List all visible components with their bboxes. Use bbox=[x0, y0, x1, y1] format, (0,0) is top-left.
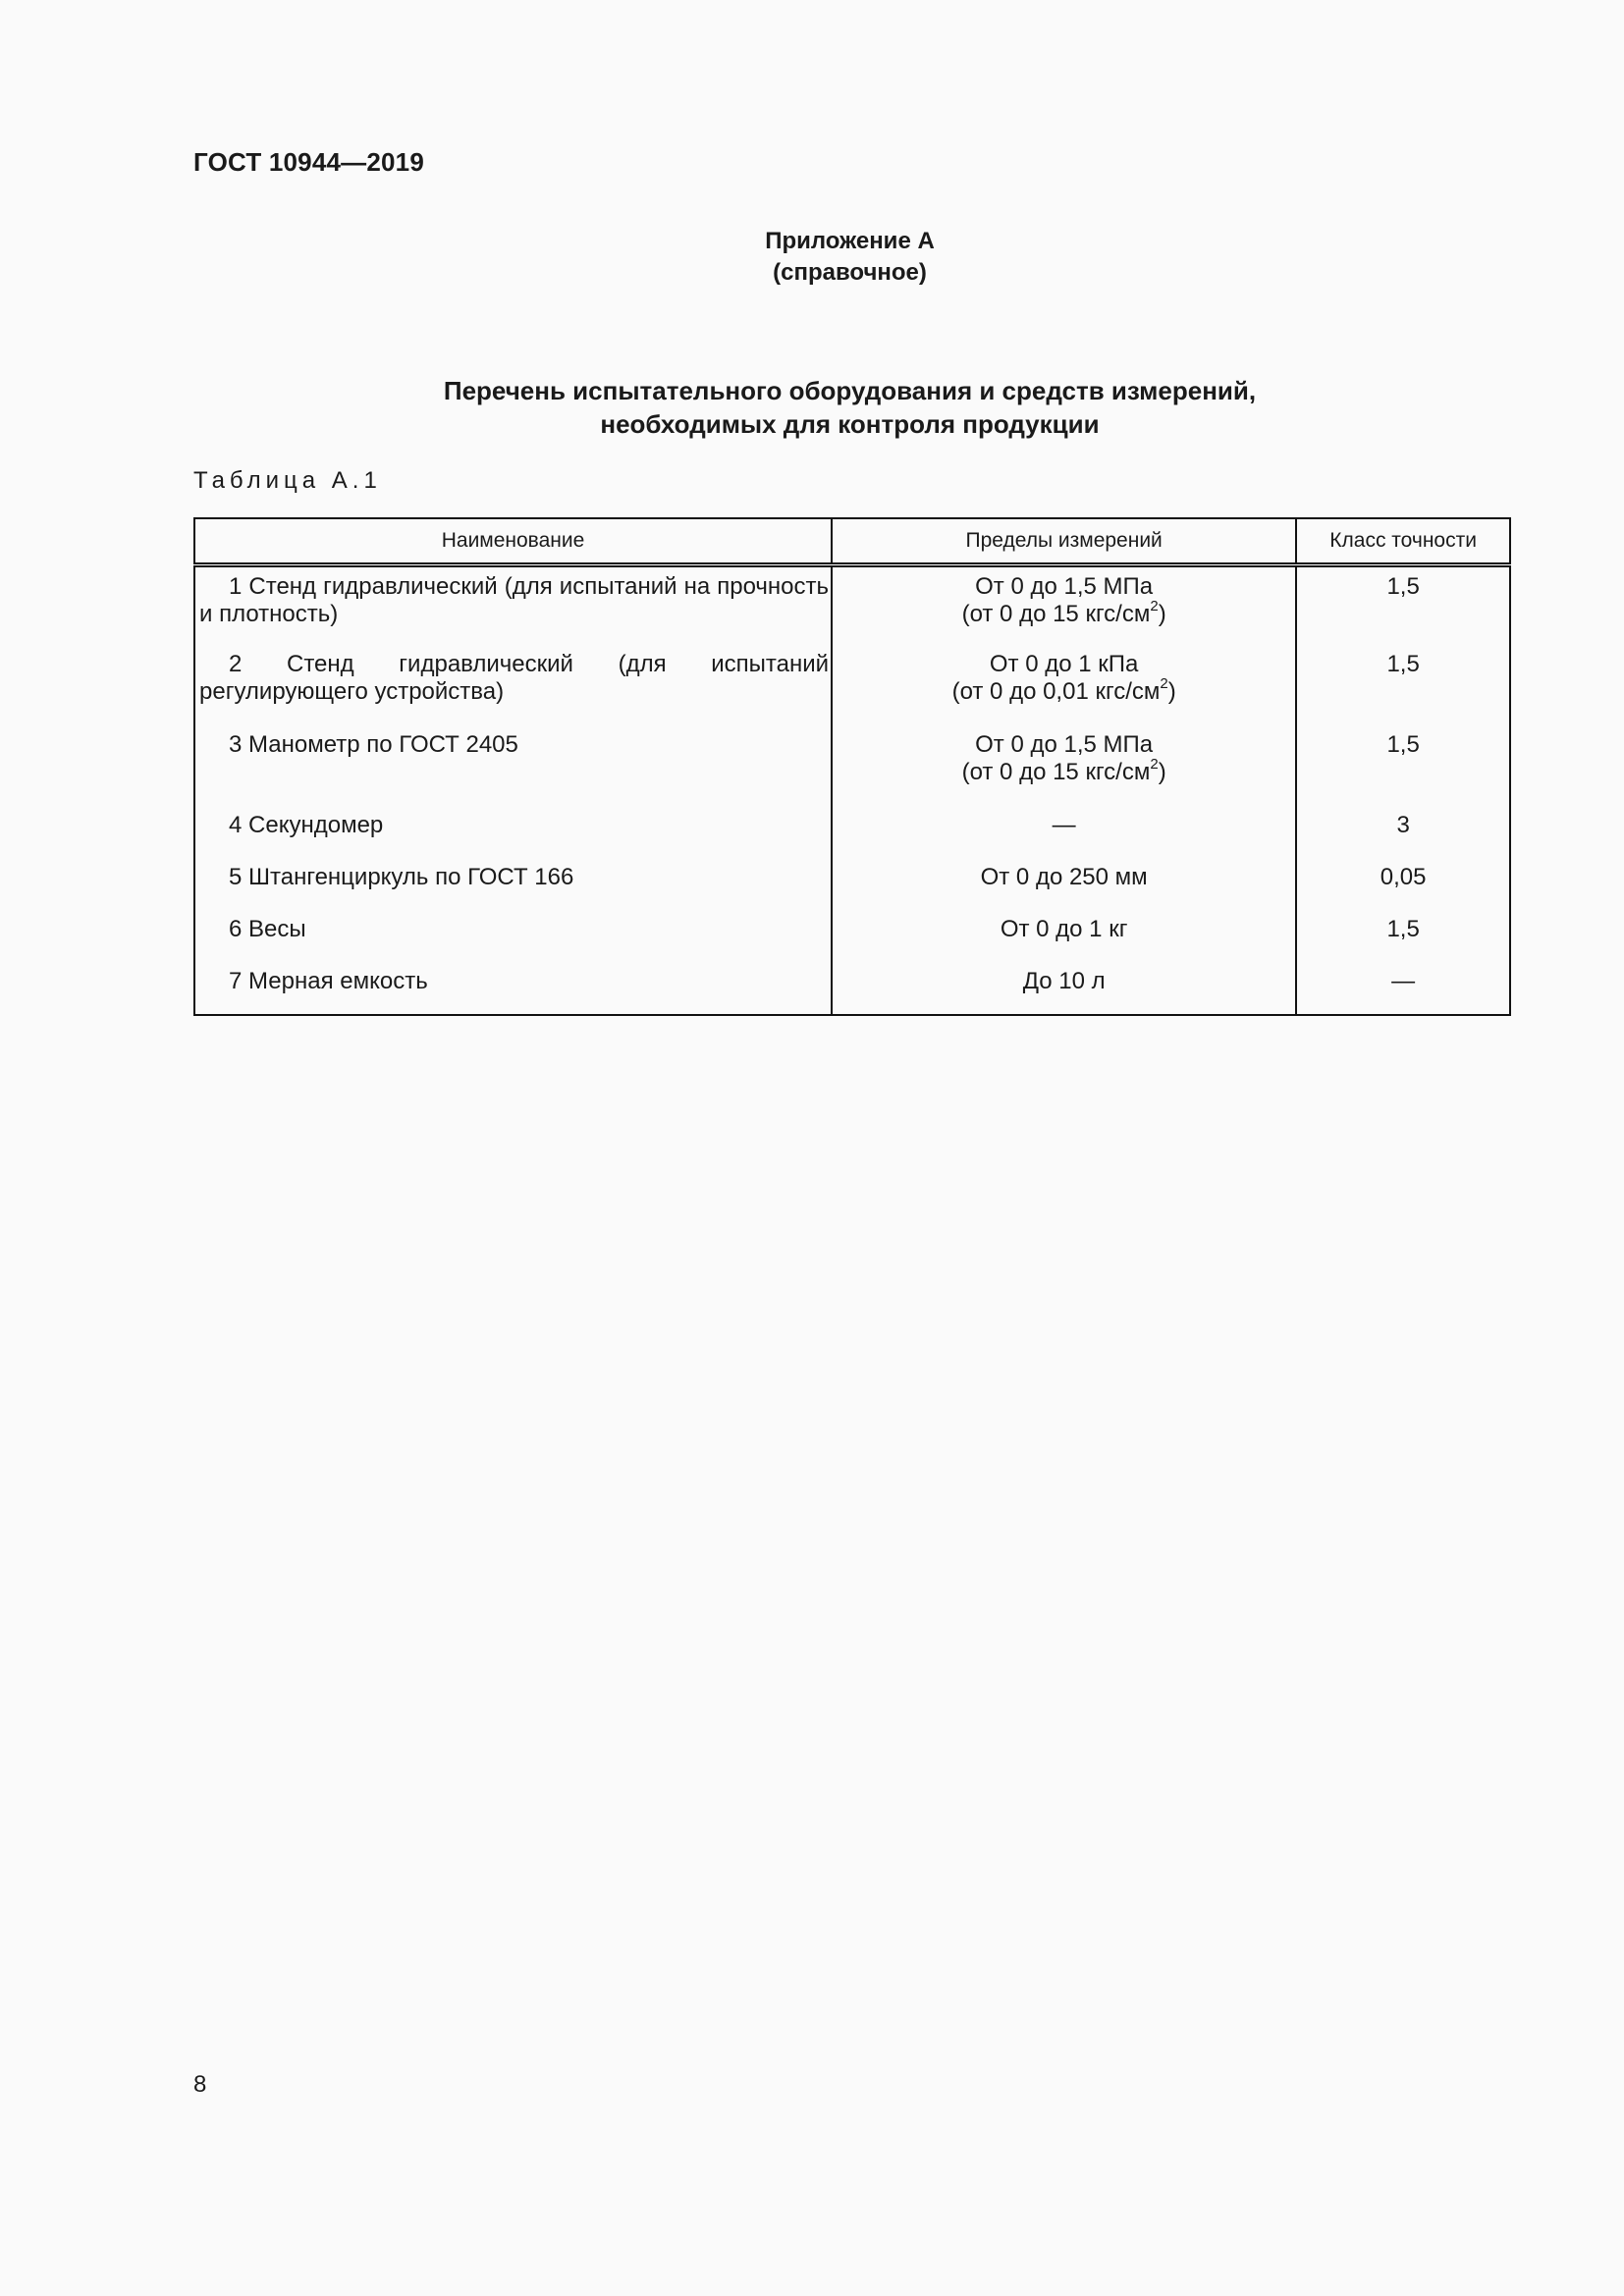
cell-accuracy: — bbox=[1391, 968, 1416, 994]
cell-range: От 0 до 250 мм bbox=[832, 861, 1296, 913]
cell-name: 4 Секундомер bbox=[194, 809, 832, 861]
cell-accuracy: 1,5 bbox=[1386, 731, 1420, 758]
cell-name: 6 Весы bbox=[194, 913, 832, 965]
table-caption: Таблица А.1 bbox=[193, 467, 382, 494]
cell-name: 2 Стенд гидравлический (для испытаний регулирующего устройства) bbox=[194, 648, 832, 728]
cell-range: От 0 до 1 кПа (от 0 до 0,01 кгс/$см^2$) bbox=[832, 648, 1296, 728]
cell-accuracy: 1,5 bbox=[1386, 651, 1420, 677]
cell-range: От 0 до 1,5 МПа (от 0 до 15 кгс/$см^2$) bbox=[832, 728, 1296, 809]
header-accuracy: Класс точности bbox=[1296, 518, 1510, 565]
cell-name: 3 Манометр по ГОСТ 2405 bbox=[194, 728, 832, 809]
cell-accuracy: 1,5 bbox=[1386, 916, 1420, 942]
header-range: Пределы измерений bbox=[832, 518, 1296, 565]
table-row bbox=[194, 809, 1510, 861]
cell-range: До 10 л bbox=[832, 965, 1296, 1015]
header-name: Наименование bbox=[194, 518, 832, 565]
cell-accuracy: 1,5 bbox=[1386, 573, 1420, 600]
appendix-title: Приложение А bbox=[765, 228, 935, 254]
page-number: 8 bbox=[193, 2071, 207, 2098]
section-title-line2: необходимых для контроля продукции bbox=[600, 409, 1100, 439]
table-row bbox=[194, 913, 1510, 965]
table-row bbox=[194, 565, 1510, 649]
table-row bbox=[194, 648, 1510, 728]
cell-name: 1 Стенд гидравлический (для испытаний на прочность и плотность) bbox=[194, 565, 832, 649]
appendix-heading bbox=[0, 226, 1624, 289]
table-row bbox=[194, 861, 1510, 913]
cell-accuracy: 0,05 bbox=[1380, 864, 1427, 890]
cell-name: 5 Штангенциркуль по ГОСТ 166 bbox=[194, 861, 832, 913]
cell-accuracy: 3 bbox=[1396, 812, 1410, 838]
section-title-line1: Перечень испытательного оборудования и средств измерений, bbox=[443, 376, 1257, 405]
cell-range: От 0 до 1,5 МПа (от 0 до 15 кгс/$см^2$) bbox=[832, 565, 1296, 649]
cell-range: От 0 до 1 кг bbox=[832, 913, 1296, 965]
equipment-table bbox=[193, 517, 1511, 1016]
document-code: ГОСТ 10944—2019 bbox=[193, 147, 424, 177]
appendix-subtitle: (справочное) bbox=[773, 259, 927, 286]
cell-range: — bbox=[832, 809, 1296, 861]
table-header-row bbox=[194, 518, 1510, 565]
table-row bbox=[194, 965, 1510, 1015]
section-title bbox=[0, 374, 1624, 441]
table-row bbox=[194, 728, 1510, 809]
cell-name: 7 Мерная емкость bbox=[194, 965, 832, 1015]
